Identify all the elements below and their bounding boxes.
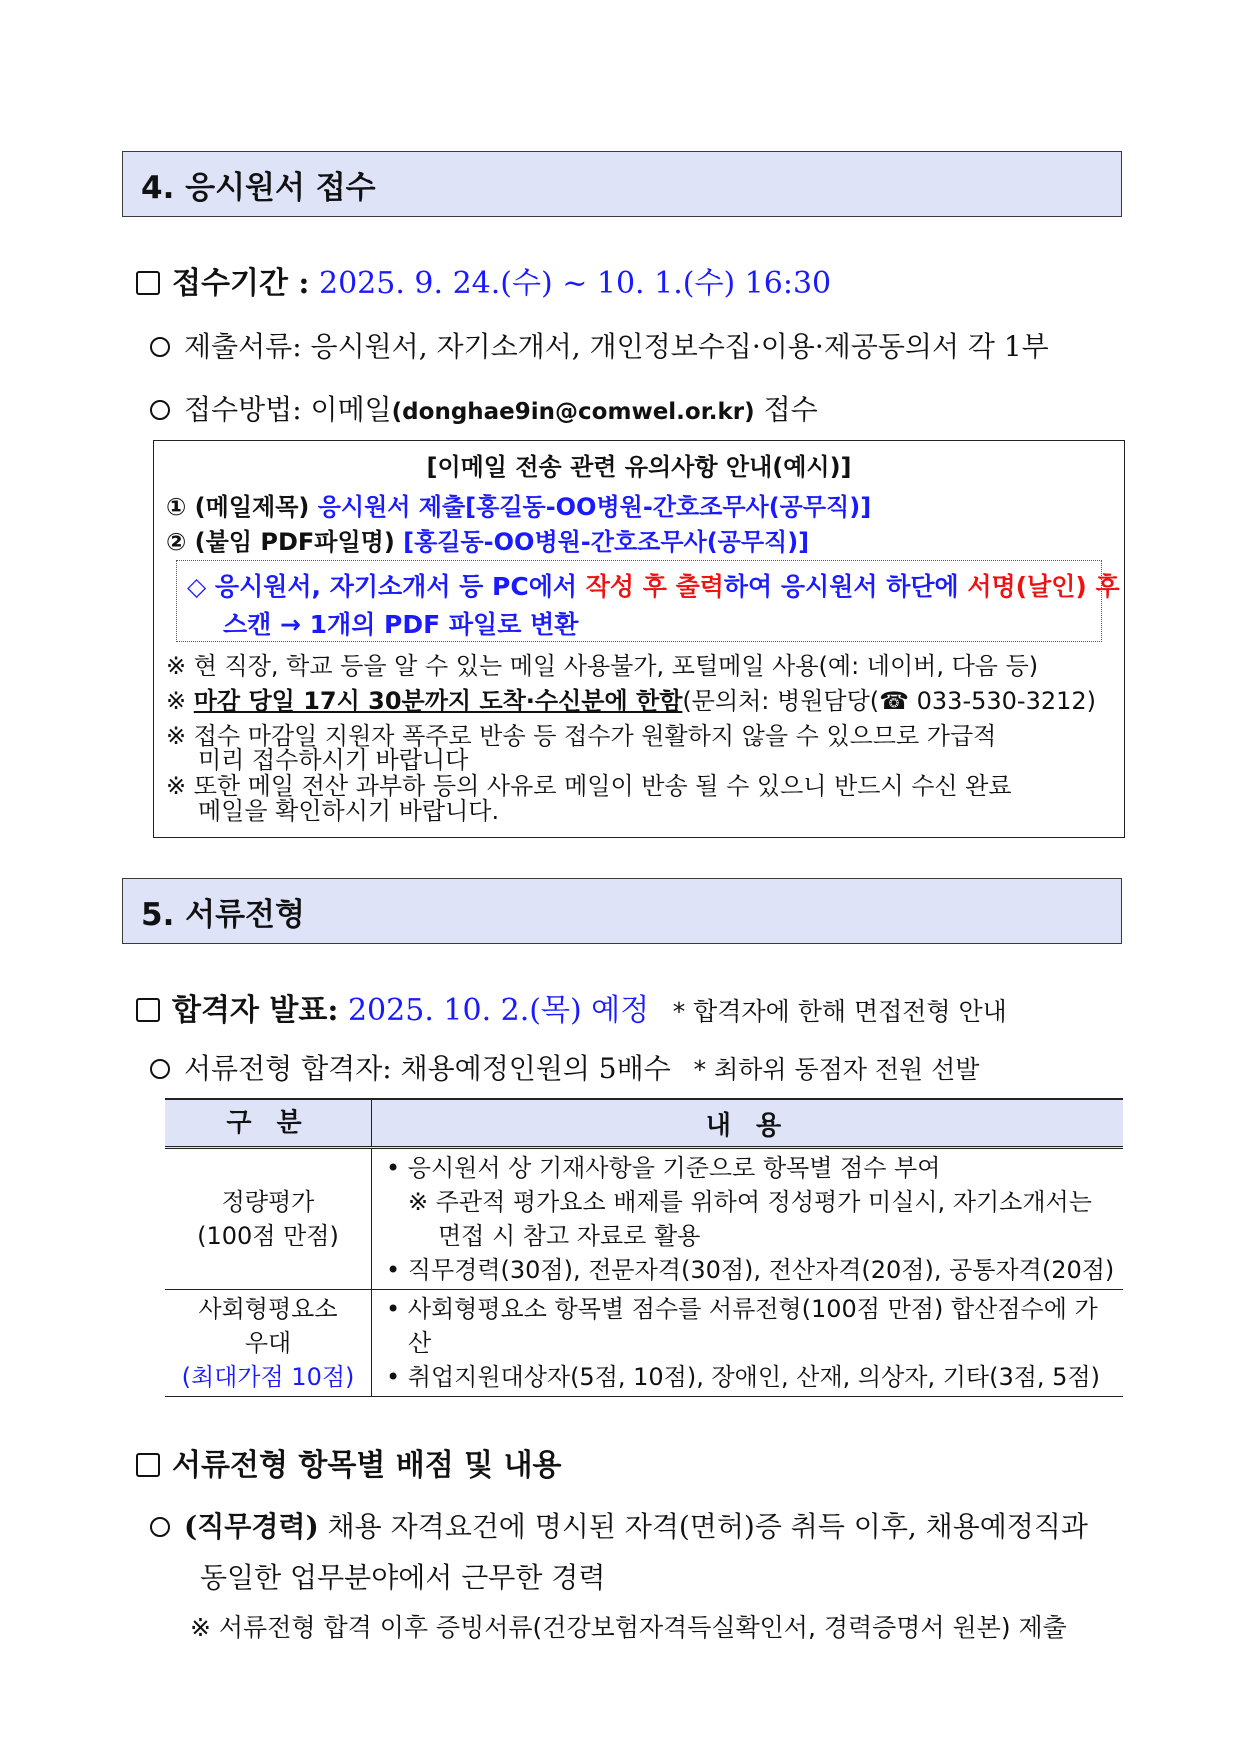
method-suffix: 접수 (754, 393, 818, 426)
period-value: 2025. 9. 24.(수) ~ 10. 1.(수) 16:30 (319, 266, 832, 301)
table-header-content: 내 용 (372, 1099, 1124, 1148)
row1-label-b: (100점 만점) (197, 1222, 339, 1250)
row1-label (165, 1148, 372, 1290)
row2-label-b: 우대 (244, 1329, 292, 1357)
circle-bullet-icon (150, 1517, 170, 1537)
note-deadline-bold: 마감 당일 17시 30분까지 도착·수신분에 한함 (193, 687, 683, 715)
checkbox-square-icon (136, 271, 160, 295)
scoring-title: 서류전형 항목별 배점 및 내용 (172, 1448, 562, 1483)
circle-bullet-icon (150, 400, 170, 420)
announce-note: * 합격자에 한해 면접전형 안내 (672, 997, 1007, 1026)
circle-bullet-icon (150, 1059, 170, 1079)
row2-bullet-1: • 사회형평요소 항목별 점수를 서류전형(100점 만점) 합산점수에 가산 (386, 1295, 1098, 1357)
note-early-submit-b: 미리 접수하시기 바랍니다 (198, 746, 469, 774)
mail-subject-value: 응시원서 제출[홍길동-OO병원-간호조무사(공무직)] (317, 493, 872, 521)
career-note: ※ 서류전형 합격 이후 증빙서류(건강보험자격득실확인서, 경력증명서 원본) 제출 (190, 1613, 1067, 1642)
conversion-text-d: 서명(날인) 후 (967, 572, 1120, 601)
announce-value: 2025. 10. 2.(목) 예정 (347, 993, 650, 1028)
note-early-submit-a: ※ 접수 마감일 지원자 폭주로 반송 등 접수가 원활하지 않을 수 있으므로 가급적 (166, 722, 997, 750)
docs-text: 제출서류: 응시원서, 자기소개서, 개인정보수집·이용·제공동의서 각 1부 (184, 330, 1049, 363)
row2-content (372, 1290, 1124, 1397)
note-bounce-a: ※ 또한 메일 전산 과부하 등의 사유로 메일이 반송 될 수 있으니 반드시 수신 완료 (166, 772, 1012, 800)
period-label: 접수기간 : (172, 266, 310, 301)
conversion-text-a: ◇ 응시원서, 자기소개서 등 PC에서 (187, 572, 586, 601)
circle-bullet-icon (150, 337, 170, 357)
row1-label-a: 정량평가 (221, 1188, 315, 1216)
evaluation-table (165, 1098, 1123, 1397)
section-5-header (122, 878, 1122, 944)
conversion-text-c: 하여 응시원서 하단에 (723, 572, 968, 601)
method-label: 접수방법: 이메일 (184, 393, 392, 426)
scoring-title-line (136, 1440, 562, 1484)
row2-label (165, 1290, 372, 1397)
mail-subject-label: ① (메일제목) (166, 493, 318, 521)
row2-label-a: 사회형평요소 (198, 1295, 338, 1323)
note-deadline-contact: (문의처: 병원담당(☎ 033-530-3212) (682, 687, 1097, 715)
conversion-instruction-box (176, 560, 1120, 642)
note-mail-restriction: ※ 현 직장, 학교 등을 알 수 있는 메일 사용불가, 포털메일 사용(예: 네이버, 다음 등) (166, 652, 1039, 680)
note-deadline: ※ 마감 당일 17시 30분까지 도착·수신분에 한함(문의처: 병원담당(☎ 033-530-3212) (166, 687, 1097, 715)
row2-bullet-2: • 취업지원대상자(5점, 10점), 장애인, 산재, 의상자, 기타(3점, 5점) (386, 1363, 1100, 1391)
conversion-text-b: 작성 후 출력 (585, 572, 724, 601)
method-email[interactable]: (donghae9in@comwel.or.kr) (391, 399, 755, 425)
pass-text: 서류전형 합격자: 채용예정인원의 5배수 (184, 1052, 671, 1085)
announce-label: 합격자 발표: (172, 993, 339, 1028)
row1-content (372, 1148, 1124, 1290)
pdf-name-line (166, 522, 809, 557)
method-line (150, 388, 818, 428)
pass-note: * 최하위 동점자 전원 선발 (693, 1055, 980, 1084)
career-text-a: 채용 자격요건에 명시된 자격(면허)증 취득 이후, 채용예정직과 (318, 1510, 1088, 1543)
row1-reference: ※ 주관적 평가요소 배제를 위하여 정성평가 미실시, 자기소개서는 면접 시 참고 자료로 활용 (408, 1188, 1092, 1250)
table-row (165, 1290, 1123, 1397)
row2-label-c: (최대가점 10점) (181, 1363, 355, 1391)
section-4-title: 4. 응시원서 접수 (141, 169, 376, 206)
career-label: (직무경력) (184, 1510, 319, 1543)
career-line-2: 동일한 업무분야에서 근무한 경력 (200, 1561, 606, 1594)
table-header-row (165, 1099, 1123, 1148)
conversion-line-2 (223, 605, 578, 641)
table-row (165, 1148, 1123, 1290)
table-header-category: 구 분 (165, 1099, 372, 1148)
pass-line (150, 1047, 979, 1087)
career-line-1 (150, 1505, 1088, 1545)
row1-bullet-2: • 직무경력(30점), 전문자격(30점), 전산자격(20점), 공통자격(20점) (386, 1256, 1115, 1284)
note-bounce-b: 메일을 확인하시기 바랍니다. (198, 797, 500, 825)
conversion-line-1 (187, 567, 1120, 603)
announce-line (136, 985, 1007, 1029)
section-5-title: 5. 서류전형 (141, 896, 305, 933)
docs-line (150, 325, 1049, 365)
checkbox-square-icon (136, 998, 160, 1022)
row1-bullet-1: • 응시원서 상 기재사항을 기준으로 항목별 점수 부여 (386, 1154, 941, 1182)
email-notice-title: [이메일 전송 관련 유의사항 안내(예시)] (426, 453, 852, 481)
pdf-name-value: [홍길동-OO병원-간호조무사(공무직)] (403, 528, 810, 556)
email-notice-box (153, 440, 1125, 838)
period-line (136, 258, 831, 302)
pdf-name-label: ② (붙임 PDF파일명) (166, 528, 404, 556)
checkbox-square-icon (136, 1453, 160, 1477)
mail-subject-line (166, 487, 871, 522)
section-4-header (122, 151, 1122, 217)
conversion-text-e: 스캔 → 1개의 PDF 파일로 변환 (223, 610, 579, 639)
